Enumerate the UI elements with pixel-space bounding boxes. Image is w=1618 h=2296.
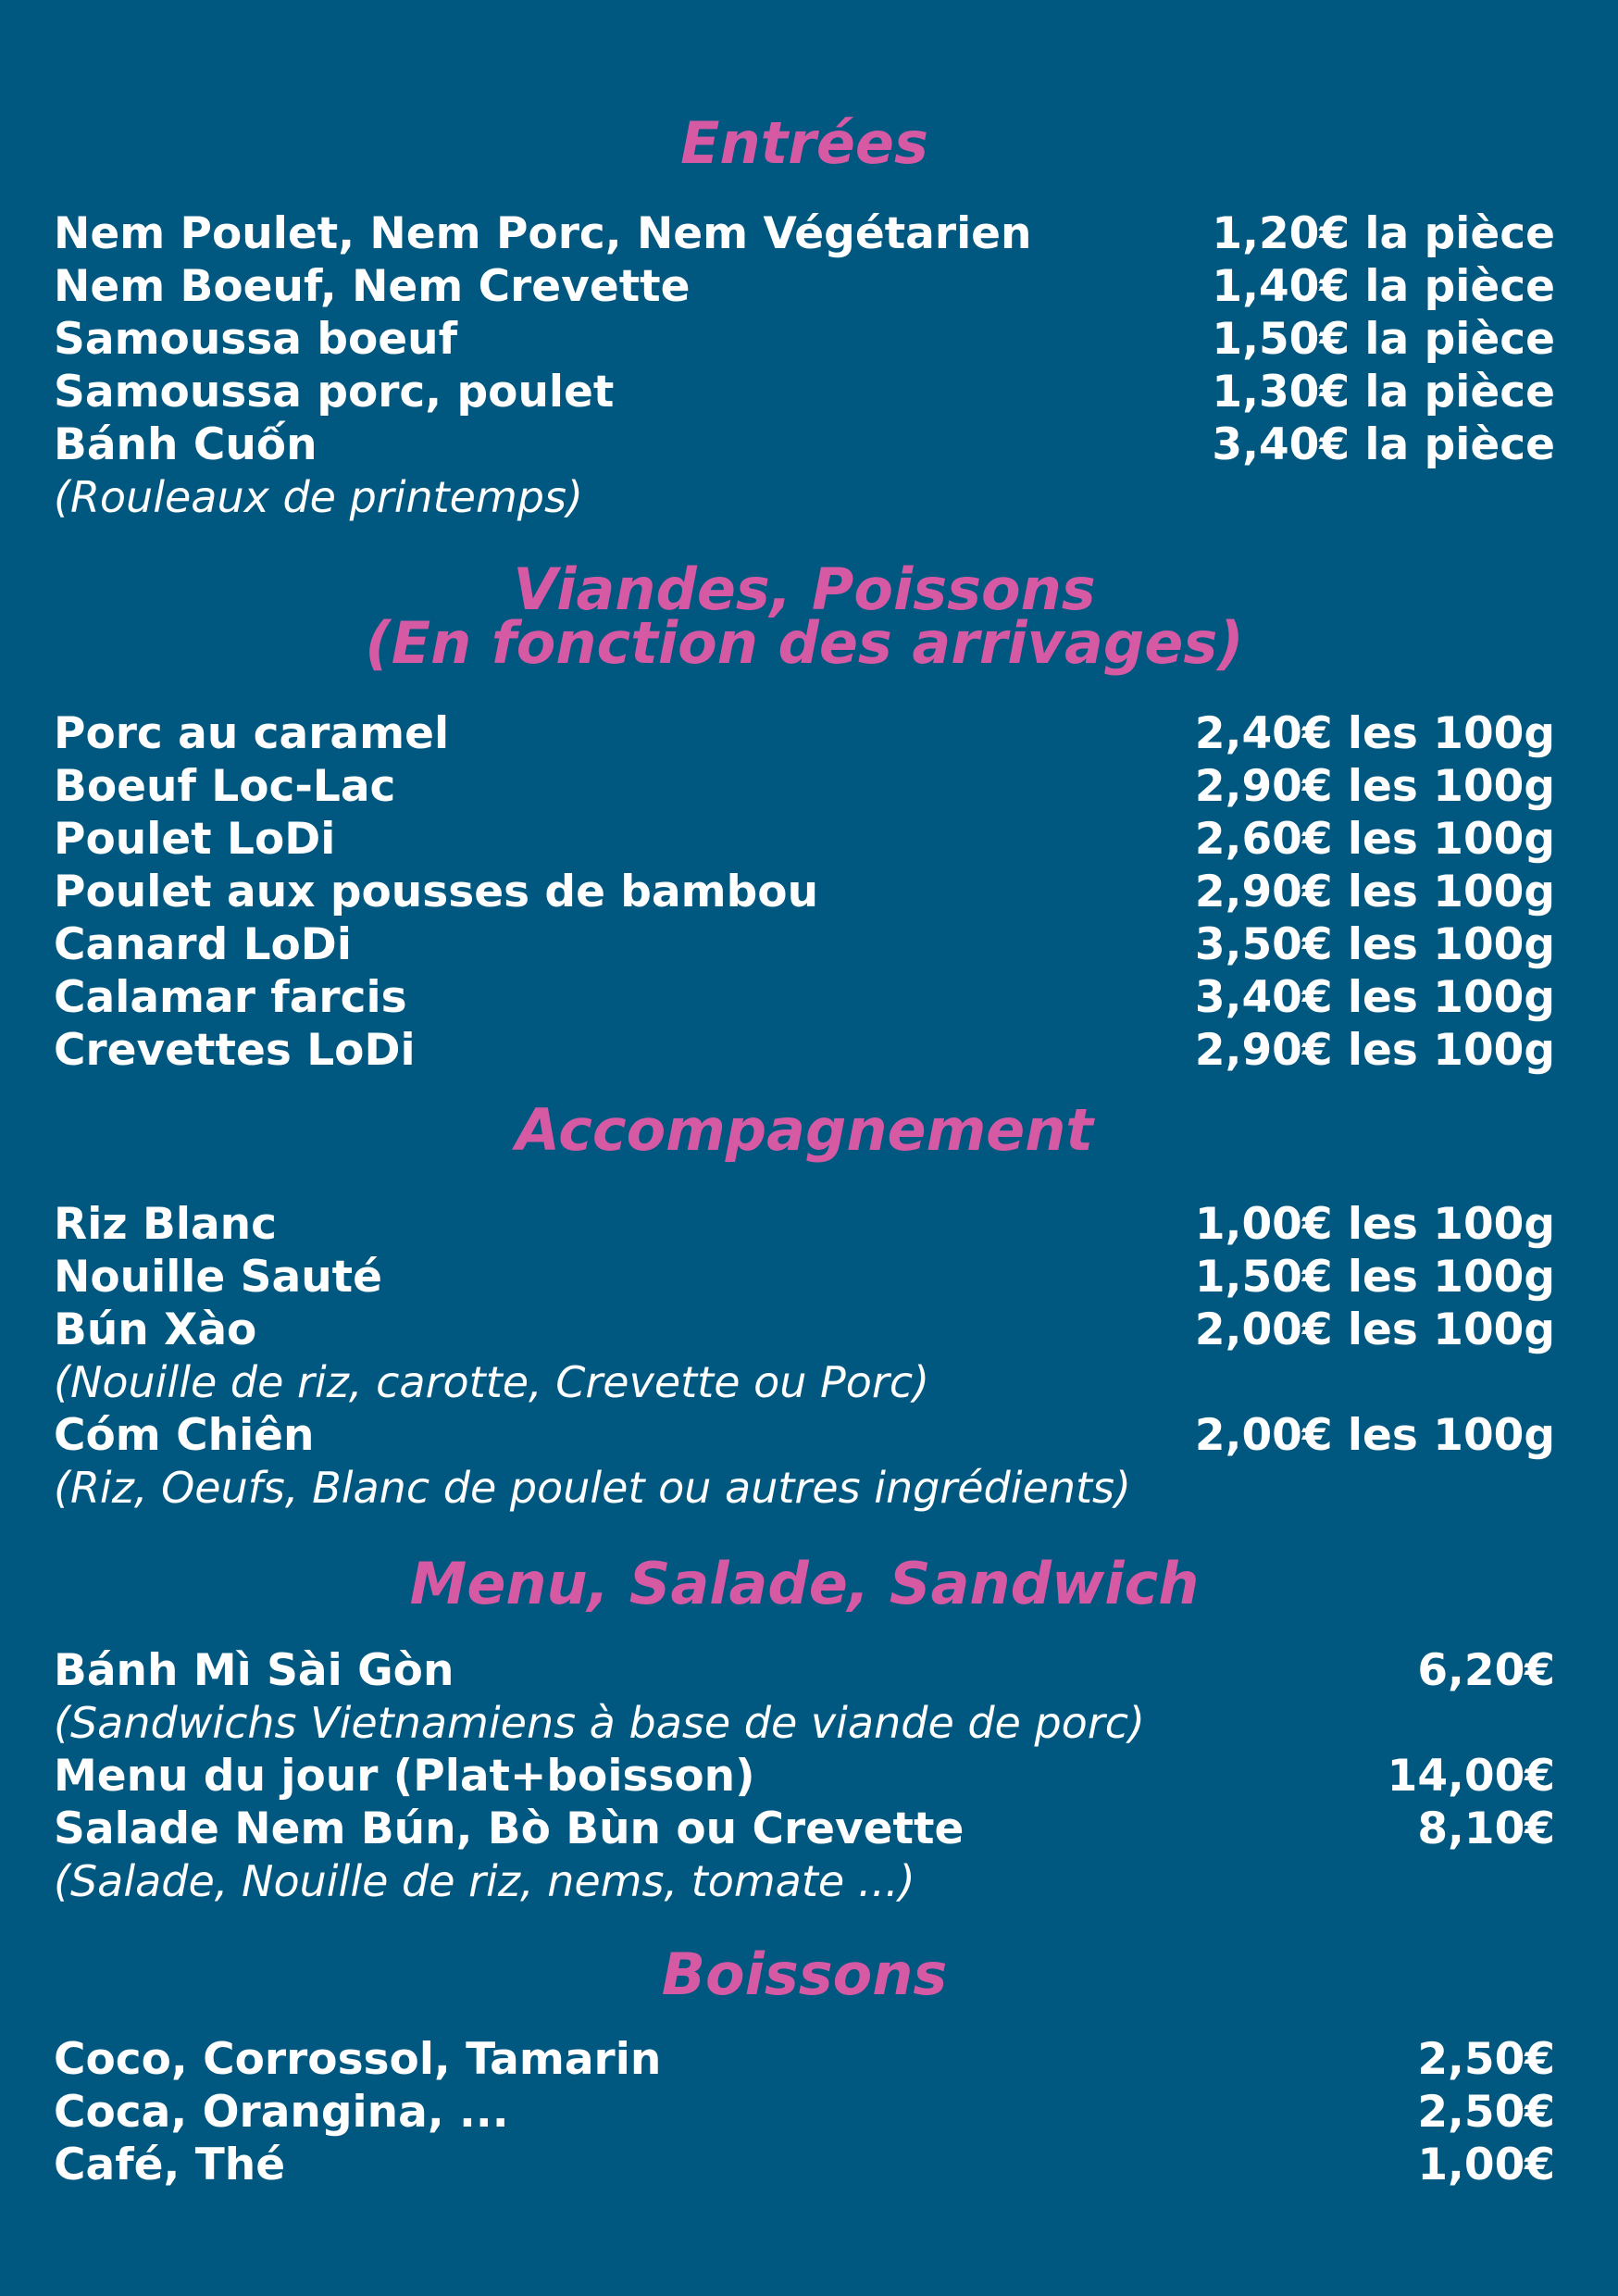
item-name: Crevettes LoDi <box>54 1025 416 1076</box>
item-price: 14,00€ <box>1387 1751 1555 1802</box>
menu-item-row <box>54 813 1555 866</box>
item-price: 6,20€ <box>1417 1645 1555 1696</box>
item-name: Boeuf Loc-Lac <box>54 761 396 812</box>
item-name: Poulet aux pousses de bambou <box>54 867 819 917</box>
item-name: Coco, Corrossol, Tamarin <box>54 2034 662 2085</box>
menu-item-row <box>54 1251 1555 1304</box>
items-menu <box>54 1644 1555 1908</box>
menu-item-row <box>54 2033 1555 2086</box>
item-name: Salade Nem Bún, Bò Bùn ou Crevette <box>54 1803 965 1854</box>
item-price: 1,20€ la pièce <box>1212 208 1555 259</box>
menu-item-row <box>54 260 1555 313</box>
item-name: Coca, Orangina, ... <box>54 2087 509 2138</box>
items-accompagnement <box>54 1198 1555 1515</box>
item-price: 2,90€ les 100g <box>1194 761 1555 812</box>
menu-item-row <box>54 207 1555 260</box>
section-entrees <box>54 109 1555 177</box>
item-name: Nouille Sauté <box>54 1252 383 1303</box>
item-price: 2,60€ les 100g <box>1194 814 1555 865</box>
item-price: 1,40€ la pièce <box>1212 261 1555 312</box>
item-price: 2,40€ les 100g <box>1194 708 1555 759</box>
menu-item-row <box>54 1198 1555 1251</box>
section-title-viandes <box>54 555 1555 677</box>
item-name: Riz Blanc <box>54 1199 277 1250</box>
items-entrees <box>54 207 1555 524</box>
item-price: 1,00€ <box>1417 2140 1555 2190</box>
item-name: Menu du jour (Plat+boisson) <box>54 1751 755 1802</box>
item-price: 1,30€ la pièce <box>1212 367 1555 418</box>
section-subtitle-line: (En fonction des arrivages) <box>365 609 1244 677</box>
item-name: Bún Xào <box>54 1304 257 1355</box>
item-price: 2,00€ les 100g <box>1194 1410 1555 1461</box>
menu-item-row <box>54 707 1555 760</box>
item-price: 3,50€ les 100g <box>1194 919 1555 970</box>
section-menu <box>54 1550 1555 1617</box>
menu-item-row <box>54 1644 1555 1697</box>
item-name: Bánh Mì Sài Gòn <box>54 1645 454 1696</box>
item-price: 3,40€ les 100g <box>1194 972 1555 1023</box>
item-name: Café, Thé <box>54 2140 286 2190</box>
menu-item-row <box>54 2139 1555 2191</box>
section-title-menu: Menu, Salade, Sandwich <box>409 1550 1200 1617</box>
menu-item-row <box>54 1304 1555 1356</box>
item-price: 1,50€ les 100g <box>1194 1252 1555 1303</box>
menu-item-row <box>54 1803 1555 1855</box>
menu-item-row <box>54 866 1555 918</box>
menu-item-row <box>54 1750 1555 1803</box>
item-price: 1,50€ la pièce <box>1212 314 1555 365</box>
item-price: 2,50€ <box>1417 2034 1555 2085</box>
item-note: (Salade, Nouille de riz, nems, tomate ...) <box>54 1856 915 1906</box>
item-name: Nem Boeuf, Nem Crevette <box>54 261 691 312</box>
items-boissons <box>54 2033 1555 2191</box>
item-price: 8,10€ <box>1417 1803 1555 1854</box>
item-note: (Nouille de riz, carotte, Crevette ou Porc) <box>54 1357 930 1407</box>
item-name: Cóm Chiên <box>54 1410 315 1461</box>
section-title-accompagnement: Accompagnement <box>516 1096 1093 1164</box>
item-name: Calamar farcis <box>54 972 407 1023</box>
item-price: 2,90€ les 100g <box>1194 867 1555 917</box>
section-title-boissons: Boissons <box>661 1940 948 2008</box>
menu-item-row <box>54 1024 1555 1077</box>
item-price: 2,90€ les 100g <box>1194 1025 1555 1076</box>
item-name: Samoussa boeuf <box>54 314 458 365</box>
item-price: 2,00€ les 100g <box>1194 1304 1555 1355</box>
section-boissons <box>54 1940 1555 2008</box>
items-viandes <box>54 707 1555 1077</box>
item-name: Porc au caramel <box>54 708 450 759</box>
menu-item-row <box>54 1409 1555 1462</box>
item-name: Bánh Cuốn <box>54 419 317 470</box>
item-price: 3,40€ la pièce <box>1212 419 1555 470</box>
menu-item-row <box>54 760 1555 813</box>
menu-item-row <box>54 971 1555 1024</box>
item-price: 1,00€ les 100g <box>1194 1199 1555 1250</box>
section-viandes <box>54 555 1555 677</box>
section-accompagnement <box>54 1096 1555 1164</box>
menu-item-row <box>54 366 1555 418</box>
menu-item-row <box>54 418 1555 471</box>
item-note: (Rouleaux de printemps) <box>54 472 583 522</box>
item-name: Poulet LoDi <box>54 814 336 865</box>
section-title-entrees: Entrées <box>680 109 928 177</box>
section-title-line: Viandes, Poissons <box>513 555 1096 623</box>
menu-item-row <box>54 918 1555 971</box>
item-note: (Riz, Oeufs, Blanc de poulet ou autres ingrédients) <box>54 1463 1131 1513</box>
item-name: Samoussa porc, poulet <box>54 367 615 418</box>
menu-item-row <box>54 2086 1555 2139</box>
item-note: (Sandwichs Vietnamiens à base de viande de porc) <box>54 1698 1145 1748</box>
item-name: Canard LoDi <box>54 919 352 970</box>
item-name: Nem Poulet, Nem Porc, Nem Végétarien <box>54 208 1032 259</box>
item-price: 2,50€ <box>1417 2087 1555 2138</box>
menu-item-row <box>54 313 1555 366</box>
